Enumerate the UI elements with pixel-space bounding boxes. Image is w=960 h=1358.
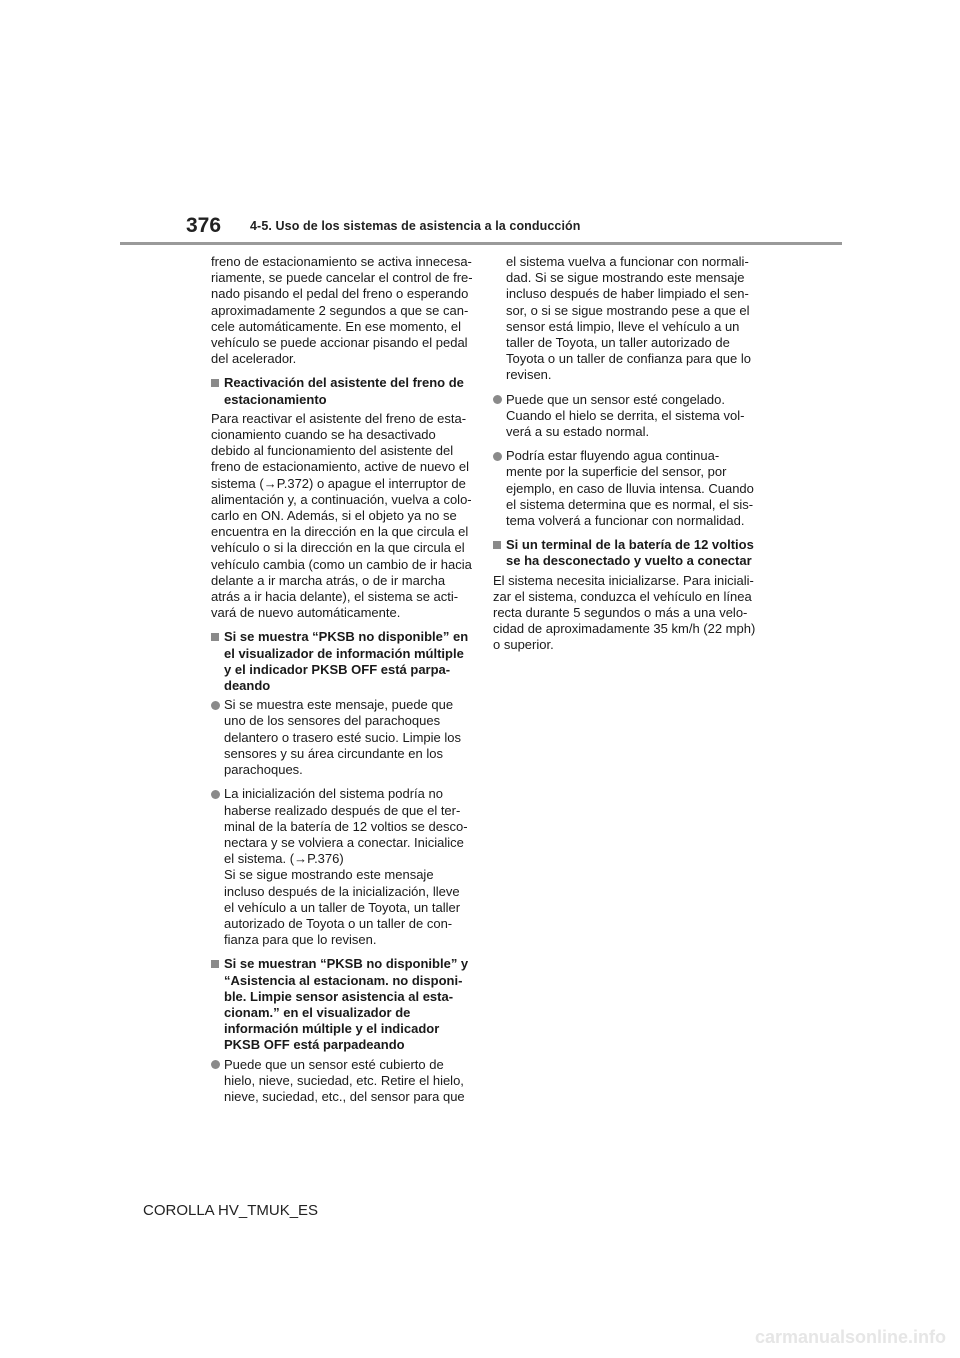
- text-line: o superior.: [493, 637, 554, 653]
- text-line: Podría estar fluyendo agua continua-: [506, 448, 720, 464]
- text-line: vehículo cambia (como un cambio de ir hacia: [211, 556, 472, 572]
- text-line: cionam.” en el visualizador de: [224, 1004, 411, 1020]
- text-line: El sistema necesita inicializarse. Para iniciali-: [493, 572, 754, 588]
- text-line: parachoques.: [224, 762, 303, 778]
- header-rule: [120, 242, 842, 245]
- text-line: delante a ir marcha atrás, o de ir marcha: [211, 572, 446, 588]
- text-line: sor, o si se sigue mostrando pese a que el: [506, 302, 750, 318]
- text-line: recta durante 5 segundos o más a una velo-: [493, 605, 748, 621]
- section-title: 4-5. Uso de los sistemas de asistencia a la conducción: [250, 219, 581, 233]
- text-line: verá a su estado normal.: [506, 424, 650, 440]
- text-line: nieve, suciedad, etc., del sensor para que: [224, 1088, 465, 1104]
- text-line: La inicialización del sistema podría no: [224, 786, 443, 802]
- text-line: el vehículo a un taller de Toyota, un taller: [224, 899, 461, 915]
- left-column: [211, 254, 479, 1113]
- text-line: Cuando el hielo se derrita, el sistema vol-: [506, 407, 745, 423]
- text-line: Puede que un sensor esté cubierto de: [224, 1056, 444, 1072]
- text-line: incluso después de haber limpiado el sen-: [506, 286, 749, 302]
- text-line: ble. Limpie sensor asistencia al esta-: [224, 988, 454, 1004]
- text-line: dad. Si se sigue mostrando este mensaje: [506, 270, 745, 286]
- text-line: se ha desconectado y vuelto a conectar: [506, 553, 752, 569]
- text-line: autorizado de Toyota o un taller de con-: [224, 915, 453, 931]
- text-line: del acelerador.: [211, 351, 297, 367]
- reactivation-paragraph: [211, 411, 479, 622]
- heading-pksb-unavailable: [211, 629, 479, 694]
- text-line: Si se muestra “PKSB no disponible” en: [224, 629, 469, 645]
- bullet-item: [493, 392, 761, 441]
- text-line: cidad de aproximadamente 35 km/h (22 mph): [493, 621, 756, 637]
- text-line: sensores y su área circundante en los: [224, 745, 443, 761]
- text-line: el sistema determina que es normal, el sis-: [506, 496, 754, 512]
- continued-bullet-text: [493, 254, 761, 384]
- watermark: carmanualsonline.info: [754, 1327, 946, 1347]
- text-line: Toyota o un taller de confianza para que lo: [506, 351, 752, 367]
- bullet-item: [211, 786, 479, 948]
- text-line: minal de la batería de 12 voltios se desco-: [224, 818, 468, 834]
- footer-model-code: COROLLA HV_TMUK_ES: [143, 1202, 319, 1219]
- text-line: vehículo se puede accionar pisando el pedal: [211, 335, 468, 351]
- bullet-item: [493, 448, 761, 529]
- text-line: alimentación y, a continuación, vuelva a colo-: [211, 491, 472, 507]
- text-line: Reactivación del asistente del freno de: [224, 375, 464, 391]
- text-line: PKSB OFF está parpadeando: [224, 1037, 405, 1053]
- text-line: Si un terminal de la batería de 12 voltios: [506, 537, 754, 553]
- text-line: fianza para que lo revisen.: [224, 932, 377, 948]
- text-line: tema volverá a funcionar con normalidad.: [506, 513, 745, 529]
- text-line: vehículo o si la dirección en la que circula el: [211, 540, 465, 556]
- square-bullet-icon: [211, 633, 219, 641]
- page-number: 376: [186, 214, 222, 237]
- circle-bullet-icon: [211, 701, 220, 710]
- intro-paragraph: [211, 254, 479, 367]
- text-line: carlo en ON. Además, si el objeto ya no se: [211, 508, 457, 524]
- text-line: “Asistencia al estacionam. no disponi-: [224, 972, 463, 988]
- right-column: [493, 254, 761, 662]
- square-bullet-icon: [211, 960, 219, 968]
- text-line: freno de estacionamiento, active de nuevo el: [211, 459, 470, 475]
- text-line: sensor está limpio, lleve el vehículo a un: [506, 318, 740, 334]
- text-line: el sistema vuelva a funcionar con normali-: [506, 254, 749, 269]
- text-line: nectara y se volviera a conectar. Inicialice: [224, 834, 464, 850]
- text-line: uno de los sensores del parachoques: [224, 713, 441, 729]
- circle-bullet-icon: [493, 452, 502, 461]
- initialization-paragraph: [493, 573, 761, 654]
- text-line: el sistema. (→P.376): [224, 851, 344, 867]
- text-line: nado pisando el pedal del freno o esperando: [211, 286, 469, 302]
- text-line: mente por la superficie del sensor, por: [506, 464, 727, 480]
- text-line: vará de nuevo automáticamente.: [211, 605, 401, 621]
- text-line: y el indicador PKSB OFF está parpa-: [224, 661, 451, 677]
- text-line: taller de Toyota, un taller autorizado de: [506, 335, 730, 351]
- text-line: atrás a ir hacia delante), el sistema se acti-: [211, 589, 459, 605]
- text-line: incluso después de la inicialización, lleve: [224, 883, 460, 899]
- text-line: estacionamiento: [224, 391, 327, 407]
- text-line: Para reactivar el asistente del freno de esta-: [211, 410, 467, 426]
- text-line: encuentra en la dirección en la que circula el: [211, 524, 469, 540]
- heading-battery-reconnected: [493, 537, 761, 569]
- text-line: aproximadamente 2 segundos a que se can-: [211, 302, 469, 318]
- text-line: debido al funcionamiento del asistente del: [211, 443, 454, 459]
- text-line: ejemplo, en caso de lluvia intensa. Cuando: [506, 480, 754, 496]
- text-line: Puede que un sensor esté congelado.: [506, 391, 726, 407]
- text-line: deando: [224, 678, 271, 694]
- text-line: Si se muestra este mensaje, puede que: [224, 697, 454, 713]
- circle-bullet-icon: [493, 395, 502, 404]
- text-line: zar el sistema, conduzca el vehículo en línea: [493, 588, 752, 604]
- text-line: Si se muestran “PKSB no disponible” y: [224, 956, 469, 972]
- text-line: hielo, nieve, suciedad, etc. Retire el hielo,: [224, 1072, 464, 1088]
- square-bullet-icon: [493, 541, 501, 549]
- circle-bullet-icon: [211, 790, 220, 799]
- circle-bullet-icon: [211, 1060, 220, 1069]
- text-line: información múltiple y el indicador: [224, 1021, 440, 1037]
- heading-reactivation: [211, 375, 479, 407]
- text-line: delantero o trasero esté sucio. Limpie los: [224, 729, 462, 745]
- text-line: cionamiento cuando se ha desactivado: [211, 427, 436, 443]
- text-line: cele automáticamente. En ese momento, el: [211, 318, 462, 334]
- bullet-item: [211, 697, 479, 778]
- text-line: sistema (→P.372) o apague el interruptor de: [211, 475, 466, 491]
- text-line: Si se sigue mostrando este mensaje: [224, 867, 434, 883]
- text-line: revisen.: [506, 367, 552, 383]
- text-line: el visualizador de información múltiple: [224, 645, 464, 661]
- text-line: riamente, se puede cancelar el control de fre-: [211, 270, 473, 286]
- text-line: haberse realizado después de que el ter-: [224, 802, 461, 818]
- heading-parking-assist-unavailable: [211, 956, 479, 1053]
- bullet-item: [211, 1057, 479, 1106]
- text-line: freno de estacionamiento se activa innecesa-: [211, 254, 472, 269]
- square-bullet-icon: [211, 379, 219, 387]
